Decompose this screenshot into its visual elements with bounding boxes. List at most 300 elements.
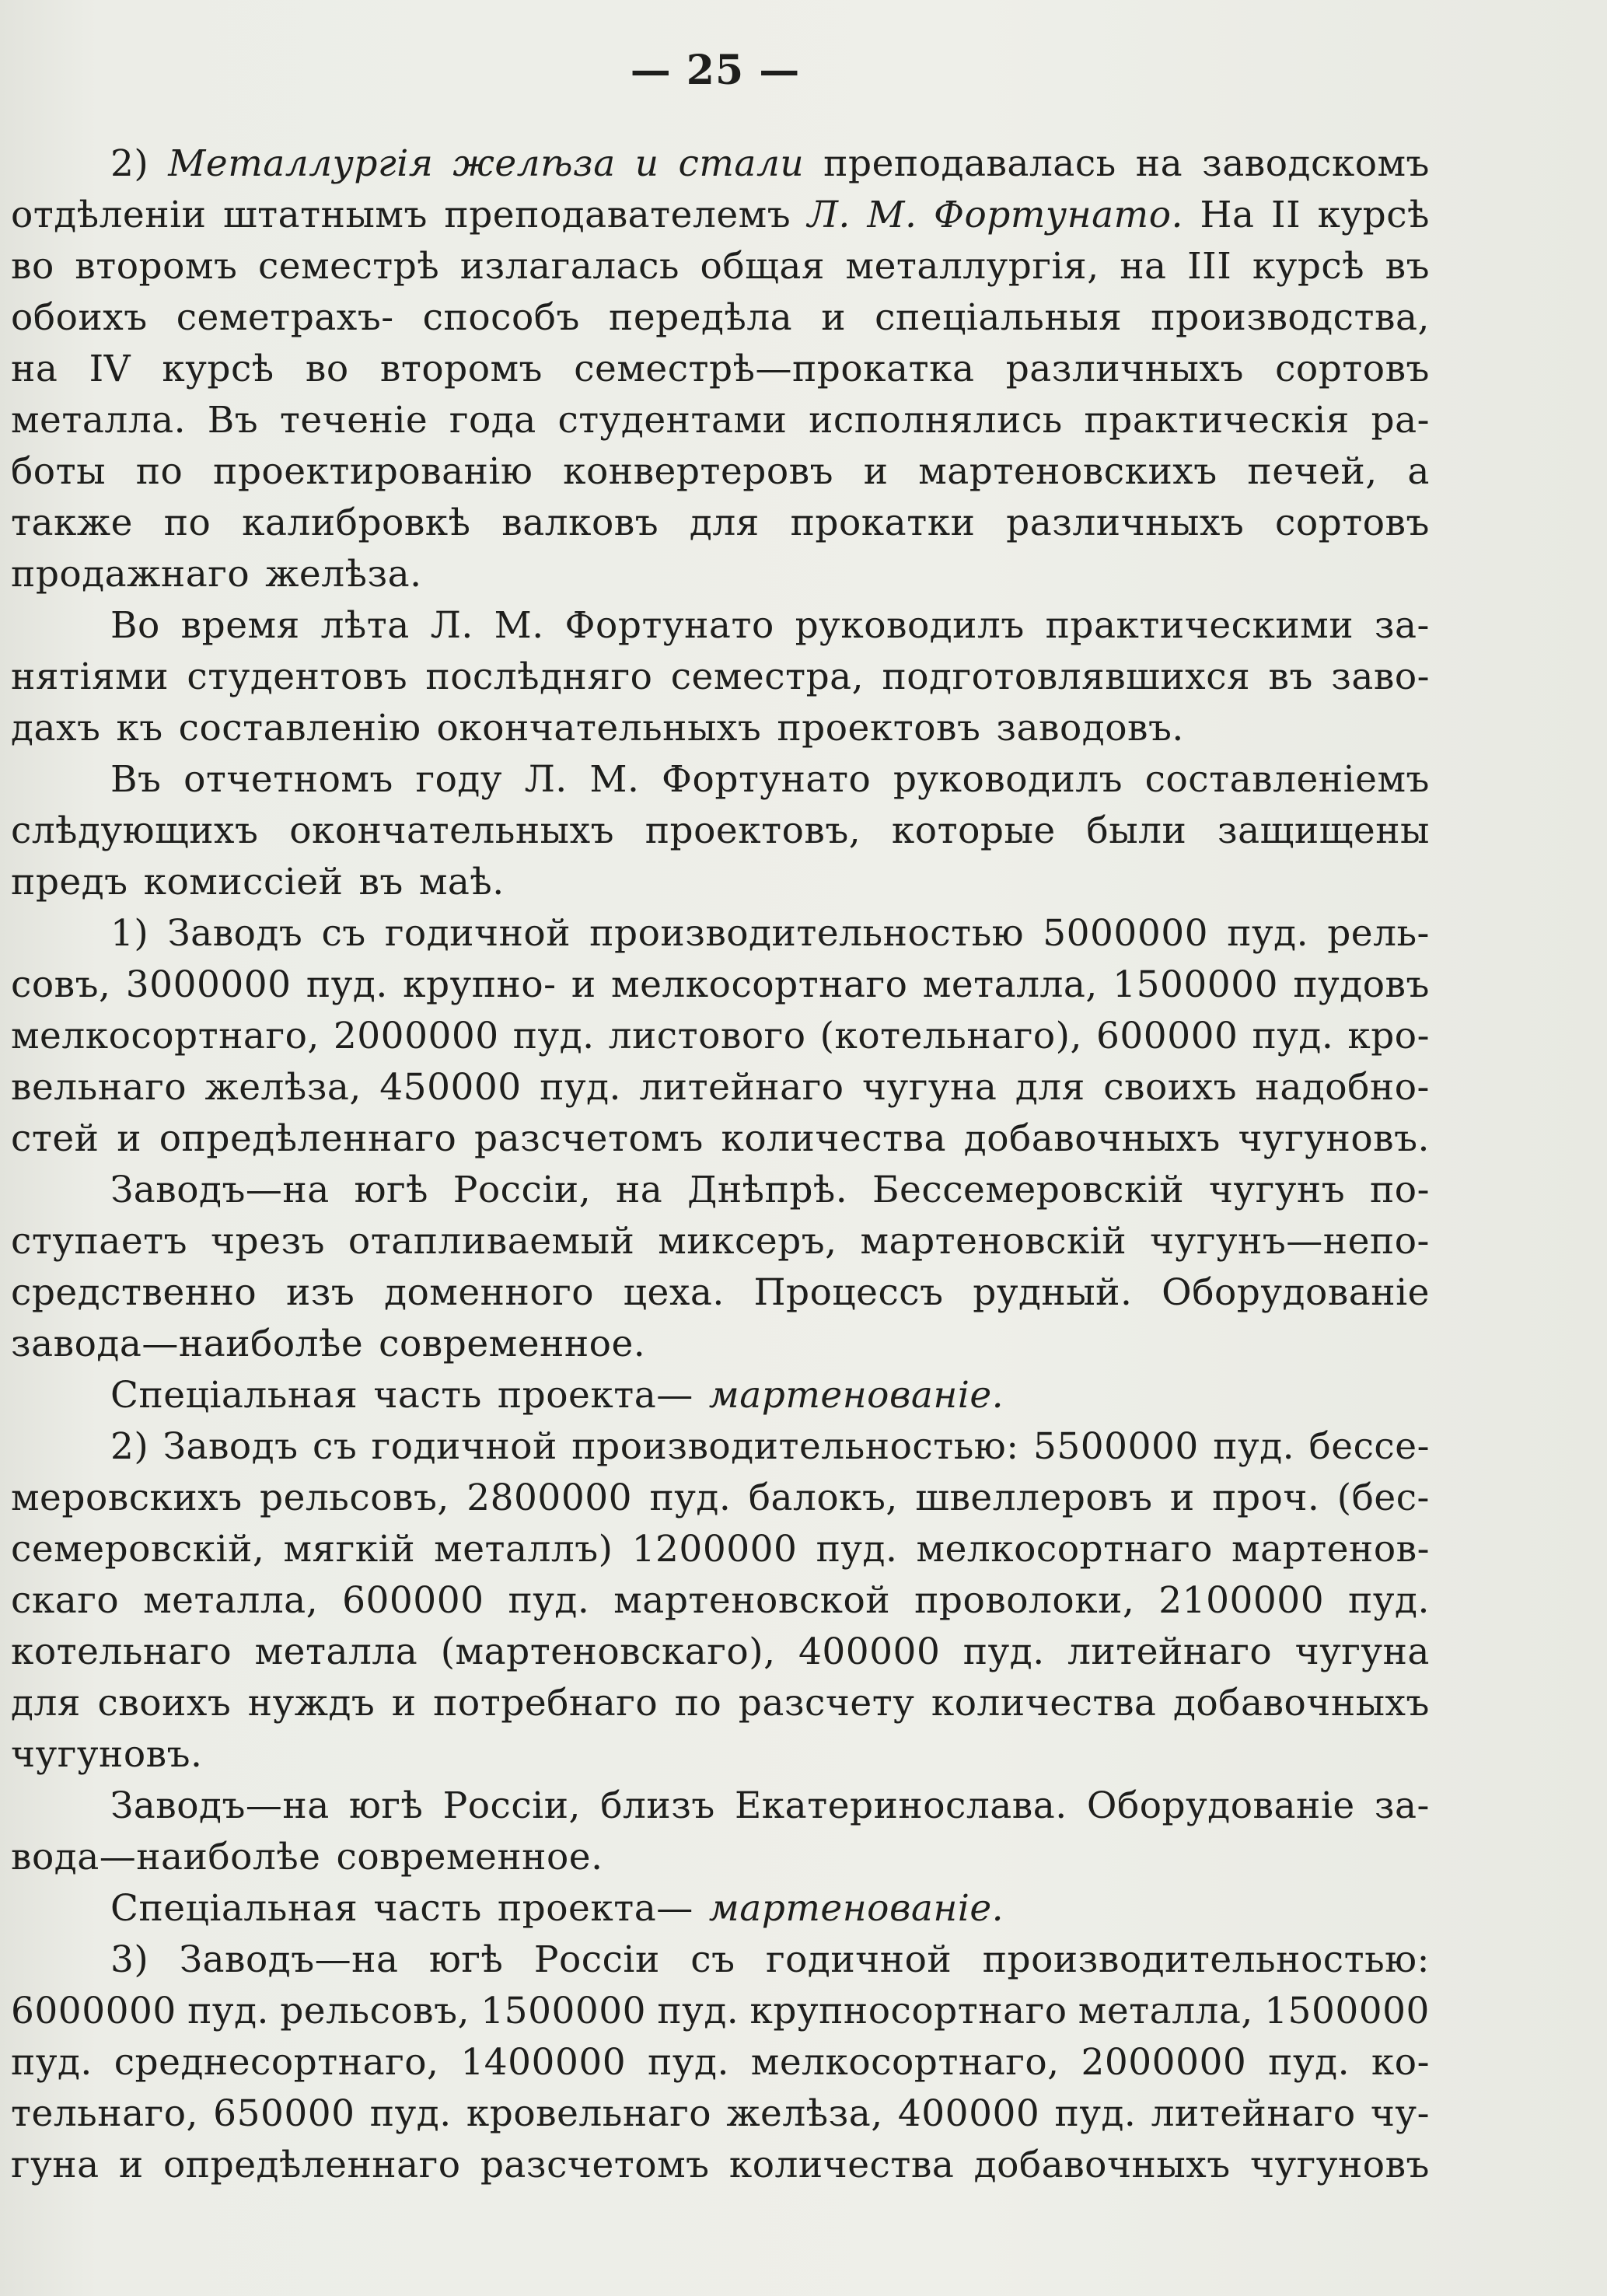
word: въ	[358, 861, 403, 903]
text-line	[11, 1319, 1430, 1370]
text-line	[11, 754, 1430, 806]
italic-word: мартенованіе.	[708, 1887, 1004, 1930]
word: разсчету	[738, 1682, 915, 1725]
word: 5500000	[1032, 1425, 1199, 1468]
word: балокъ,	[748, 1476, 898, 1519]
word: пуд.	[540, 1066, 621, 1109]
word: пуд.	[816, 1528, 898, 1571]
text-line	[11, 344, 1430, 395]
word: чу-	[1370, 2092, 1430, 2135]
body-text	[11, 138, 1430, 2191]
word: совъ,	[11, 963, 111, 1006]
word: годичной	[765, 1938, 952, 1981]
word: скаго	[11, 1579, 120, 1622]
word: подготовлявшихся	[882, 655, 1251, 698]
word: практическія	[1084, 399, 1350, 442]
word: чугунъ	[1208, 1169, 1346, 1211]
word: металла,	[143, 1579, 319, 1622]
word: пуд.	[512, 1015, 595, 1057]
word: Оборудованіе	[1162, 1271, 1430, 1314]
word: штатнымъ	[222, 194, 428, 236]
word: III	[1187, 245, 1232, 288]
word: количества	[721, 1117, 947, 1160]
word: количества	[931, 1682, 1157, 1725]
text-line	[11, 1062, 1430, 1113]
italic-word: стали	[678, 142, 805, 185]
word: на	[1135, 142, 1183, 185]
word: маѣ.	[418, 861, 505, 903]
word: по	[135, 450, 183, 493]
word: отчетномъ	[183, 758, 393, 801]
text-line	[11, 1832, 1430, 1883]
word: добавочныхъ	[973, 2144, 1231, 2186]
word: 2)	[110, 142, 149, 185]
word: производства,	[1151, 296, 1430, 339]
text-line	[11, 395, 1430, 446]
word: Во	[110, 604, 160, 647]
word: 400000	[897, 2092, 1040, 2135]
text-line	[11, 190, 1430, 241]
word: за-	[1374, 604, 1430, 647]
word: надобно-	[1255, 1066, 1430, 1109]
text-line	[11, 1729, 1430, 1781]
word: курсѣ	[1317, 194, 1430, 236]
word: Бессемеровскій	[872, 1169, 1185, 1211]
word: чрезъ	[210, 1220, 325, 1263]
word: проволоки,	[914, 1579, 1135, 1622]
word: годичной	[384, 912, 571, 955]
word: 2000000	[333, 1015, 499, 1057]
text-line	[11, 806, 1430, 857]
text-line	[11, 600, 1430, 652]
word: (мартеновскаго),	[440, 1630, 776, 1673]
word: съ	[321, 912, 366, 955]
word: желѣза,	[204, 1066, 362, 1109]
word: чугуновъ	[1249, 2144, 1430, 2186]
word: бессе-	[1308, 1425, 1430, 1468]
word: семеровскій,	[11, 1528, 265, 1571]
word: стей	[11, 1117, 100, 1160]
word: семестрѣ	[257, 245, 440, 288]
word: окончательныхъ	[289, 809, 614, 852]
word: Оборудованіе	[1086, 1784, 1355, 1827]
word: во	[11, 245, 54, 288]
word: крупносортнаго	[749, 1990, 1067, 2032]
word: проекта—	[497, 1374, 693, 1417]
word: проектовъ	[777, 707, 981, 750]
word: въ	[1385, 245, 1430, 288]
word: югѣ	[348, 1784, 424, 1827]
text-line	[11, 1165, 1430, 1216]
word: югѣ	[354, 1169, 428, 1211]
text-line	[11, 703, 1430, 754]
word: защищены	[1217, 809, 1430, 852]
word: 400000	[798, 1630, 941, 1673]
word: 2000000	[1081, 2041, 1247, 2084]
word: желѣза.	[265, 553, 422, 596]
text-line	[11, 2037, 1430, 2088]
word: потребнаго	[433, 1682, 659, 1725]
word: Заводъ	[167, 912, 303, 955]
text-line	[11, 1473, 1430, 1524]
word: послѣдняго	[425, 655, 653, 698]
word: пудовъ	[1293, 963, 1430, 1006]
word: составленіемъ	[1144, 758, 1430, 801]
text-line	[11, 1883, 1430, 1934]
word: семестра,	[670, 655, 865, 698]
word: миксеръ,	[658, 1220, 837, 1263]
word: Спеціальная	[110, 1374, 358, 1417]
word: по	[674, 1682, 722, 1725]
word: студентовъ	[187, 655, 408, 698]
word: предъ	[11, 861, 128, 903]
word: пуд.	[962, 1630, 1045, 1673]
word: Въ	[207, 399, 259, 442]
word: отапливаемый	[348, 1220, 635, 1263]
word: для	[689, 501, 760, 544]
word: мартенов-	[1231, 1528, 1430, 1571]
word: близъ	[600, 1784, 715, 1827]
word: сортовъ	[1275, 348, 1430, 390]
word: (котельнаго),	[819, 1015, 1082, 1057]
word: Заводъ—на	[110, 1169, 330, 1211]
word: и	[118, 2144, 144, 2186]
word: мартеновской	[613, 1579, 891, 1622]
word: литейнаго	[639, 1066, 844, 1109]
text-line	[11, 1524, 1430, 1575]
word: калибровкѣ	[242, 501, 471, 544]
text-line	[11, 1267, 1430, 1319]
word: чугуновъ.	[1238, 1117, 1430, 1160]
word: чугуновъ.	[11, 1733, 203, 1776]
word: прокатки	[790, 501, 976, 544]
word: пуд.	[1054, 2092, 1137, 2135]
word: швеллеровъ	[915, 1476, 1153, 1519]
word: Фортунато	[564, 604, 774, 647]
word: году	[415, 758, 502, 801]
word: 3000000	[125, 963, 292, 1006]
word: проектовъ,	[645, 809, 861, 852]
word: были	[1086, 809, 1187, 852]
word: печей,	[1247, 450, 1378, 493]
word: крупно-	[403, 963, 557, 1006]
word: чугуна	[862, 1066, 997, 1109]
word: къ	[116, 707, 163, 750]
word: среднесортнаго,	[114, 2041, 439, 2084]
word: 2800000	[466, 1476, 633, 1519]
text-line	[11, 1011, 1430, 1062]
text-line	[11, 446, 1430, 498]
text-line	[11, 1678, 1430, 1729]
word: пуд.	[1348, 1579, 1430, 1622]
text-line	[11, 2140, 1430, 2191]
word: заво-	[1331, 655, 1430, 698]
text-line	[11, 1421, 1430, 1473]
word: кро-	[1347, 1015, 1430, 1057]
italic-word: М.	[867, 194, 917, 236]
word: опредѣленнаго	[162, 2144, 461, 2186]
word: меровскихъ	[11, 1476, 243, 1519]
word: на	[1120, 245, 1167, 288]
word: II	[1271, 194, 1301, 236]
text-line	[11, 908, 1430, 959]
word: чугуна	[1294, 1630, 1430, 1673]
word: въ	[1268, 655, 1313, 698]
word: на	[11, 348, 58, 390]
word: различныхъ	[1005, 348, 1244, 390]
word: доменного	[384, 1271, 595, 1314]
word: Екатеринослава.	[734, 1784, 1067, 1827]
word: котельнаго	[11, 1630, 232, 1673]
word: для	[11, 1682, 81, 1725]
text-line	[11, 1113, 1430, 1165]
word: пуд.	[369, 2092, 452, 2135]
word: разсчетомъ	[480, 2144, 710, 2186]
word: а	[1407, 450, 1430, 493]
word: преподавалась	[823, 142, 1116, 185]
text-line	[11, 1781, 1430, 1832]
text-line	[11, 138, 1430, 190]
word: проектированію	[213, 450, 533, 493]
text-line	[11, 1934, 1430, 1986]
word: съ	[690, 1938, 735, 1981]
word: 1200000	[631, 1528, 798, 1571]
text-line	[11, 1627, 1430, 1678]
word: преподавателемъ	[444, 194, 791, 236]
text-line	[11, 1370, 1430, 1421]
word: 600000	[342, 1579, 484, 1622]
word: пуд.	[648, 2041, 729, 2084]
word: практическими	[1045, 604, 1354, 647]
word: общая	[700, 245, 826, 288]
word: комиссіей	[143, 861, 344, 903]
word: проч.	[1212, 1476, 1320, 1519]
text-line	[11, 292, 1430, 344]
word: и	[117, 1117, 142, 1160]
word: Заводъ—на	[179, 1938, 399, 1981]
word: на	[615, 1169, 663, 1211]
word: Л.	[430, 604, 473, 647]
text-line	[11, 857, 1430, 908]
word: производительностью	[589, 912, 1025, 955]
word: по-	[1369, 1169, 1430, 1211]
word: и	[1169, 1476, 1195, 1519]
word: металла,	[1078, 1990, 1253, 2032]
word: съ	[313, 1425, 358, 1468]
word: способъ	[422, 296, 580, 339]
word: металлъ)	[434, 1528, 613, 1571]
word: 1)	[110, 912, 149, 955]
word: 1500000	[1264, 1990, 1430, 2032]
word: опредѣленнаго	[159, 1117, 457, 1160]
word: семестрѣ—прокатка	[574, 348, 975, 390]
word: Л.	[524, 758, 568, 801]
word: Россіи,	[452, 1169, 592, 1211]
word: тельнаго,	[11, 2092, 198, 2135]
word: ра-	[1371, 399, 1430, 442]
italic-word: желѣза	[452, 142, 616, 185]
word: дахъ	[11, 707, 101, 750]
italic-word: и	[634, 142, 659, 185]
word: семетрахъ-	[176, 296, 394, 339]
word: югѣ	[428, 1938, 504, 1981]
word: Фортунато	[662, 758, 872, 801]
word: руководилъ	[795, 604, 1025, 647]
word: пуд.	[1268, 2041, 1350, 2084]
word: производительностью:	[982, 1938, 1430, 1981]
word: своихъ	[1103, 1066, 1238, 1109]
word: ступаетъ	[11, 1220, 188, 1263]
word: рельсовъ,	[260, 1476, 449, 1519]
word: современное.	[336, 1836, 603, 1878]
word: На	[1200, 194, 1255, 236]
page-number: — 25 —	[630, 47, 801, 94]
word: второмъ	[75, 245, 238, 288]
word: добавочныхъ	[963, 1117, 1221, 1160]
word: своихъ	[97, 1682, 232, 1725]
word: мелкосортнаго,	[11, 1015, 320, 1057]
word: передѣла	[609, 296, 793, 339]
text-line	[11, 1216, 1430, 1267]
word: вельнаго	[11, 1066, 187, 1109]
word: исполнялись	[809, 399, 1063, 442]
text-line	[11, 549, 1430, 600]
word: студентами	[557, 399, 788, 442]
word: мартеновскихъ	[918, 450, 1217, 493]
word: отдѣленіи	[11, 194, 207, 236]
word: литейнаго	[1151, 2092, 1356, 2135]
word: которые	[891, 809, 1056, 852]
word: пуд.	[1252, 1015, 1334, 1057]
word: мартеновскій	[860, 1220, 1127, 1263]
word: пуд.	[649, 1476, 732, 1519]
word: окончательныхъ	[436, 707, 762, 750]
italic-word: мартенованіе.	[708, 1374, 1004, 1417]
word: нуждъ	[247, 1682, 376, 1725]
word: литейнаго	[1067, 1630, 1273, 1673]
word: 450000	[379, 1066, 522, 1109]
word: и	[391, 1682, 417, 1725]
word: (бес-	[1336, 1476, 1430, 1519]
word: мелкосортнаго	[916, 1528, 1213, 1571]
word: 2100000	[1158, 1579, 1325, 1622]
word: 650000	[213, 2092, 355, 2135]
word: часть	[373, 1374, 482, 1417]
word: теченіе	[279, 399, 428, 442]
word: по	[163, 501, 211, 544]
word: излагалась	[459, 245, 680, 288]
word: 3)	[110, 1938, 149, 1981]
word: пуд.	[657, 1990, 739, 2032]
word: металла,	[922, 963, 1098, 1006]
word: ко-	[1371, 2041, 1430, 2084]
word: пуд.	[1227, 912, 1309, 955]
word: завода—наиболѣе	[11, 1323, 364, 1365]
word: также	[11, 501, 133, 544]
word: и	[863, 450, 889, 493]
word: заводскомъ	[1202, 142, 1430, 185]
word: 1400000	[460, 2041, 627, 2084]
word: Въ	[110, 758, 162, 801]
word: мелкосортнаго,	[750, 2041, 1060, 2084]
word: металлургія,	[845, 245, 1099, 288]
word: средственно	[11, 1271, 257, 1314]
word: листового	[608, 1015, 806, 1057]
word: Заводъ	[162, 1425, 299, 1468]
word: Россіи,	[442, 1784, 581, 1827]
word: цеха.	[623, 1271, 725, 1314]
word: изъ	[285, 1271, 355, 1314]
word: мелкосортнаго	[611, 963, 908, 1006]
word: для	[1015, 1066, 1085, 1109]
word: пуд.	[508, 1579, 590, 1622]
word: 2)	[110, 1425, 149, 1468]
word: рудный.	[973, 1271, 1133, 1314]
word: лѣта	[320, 604, 410, 647]
word: руководилъ	[893, 758, 1123, 801]
word: чугунъ—непо-	[1150, 1220, 1430, 1263]
text-line	[11, 959, 1430, 1011]
word: М.	[589, 758, 640, 801]
word: обоихъ	[11, 296, 148, 339]
word: пуд.	[187, 1990, 269, 2032]
word: количества	[728, 2144, 955, 2186]
word: пуд.	[11, 2041, 93, 2084]
word: проекта—	[497, 1887, 693, 1930]
word: добавочныхъ	[1172, 1682, 1430, 1725]
word: боты	[11, 450, 107, 493]
text-line	[11, 2088, 1430, 2140]
word: различныхъ	[1006, 501, 1245, 544]
word: пуд.	[306, 963, 388, 1006]
italic-word: Фортунато.	[933, 194, 1183, 236]
word: гуна	[11, 2144, 100, 2186]
word: рельсовъ,	[280, 1990, 470, 2032]
word: во	[305, 348, 349, 390]
word: металла.	[11, 399, 187, 442]
word: пуд.	[1213, 1425, 1295, 1468]
word: 6000000	[11, 1990, 176, 2032]
word: Процессъ	[753, 1271, 944, 1314]
word: 600000	[1095, 1015, 1238, 1057]
word: продажнаго	[11, 553, 250, 596]
word: желѣза,	[726, 2092, 883, 2135]
text-line	[11, 1986, 1430, 2037]
word: составленію	[178, 707, 421, 750]
word: за-	[1374, 1784, 1430, 1827]
word: слѣдующихъ	[11, 809, 259, 852]
word: Спеціальная	[110, 1887, 358, 1930]
word: годичной	[371, 1425, 557, 1468]
text-line	[11, 498, 1430, 549]
word: заводовъ.	[996, 707, 1184, 750]
word: рель-	[1327, 912, 1430, 955]
word: и	[821, 296, 847, 339]
word: Россіи	[533, 1938, 660, 1981]
word: 1500000	[1113, 963, 1278, 1006]
word: 1500000	[480, 1990, 647, 2032]
word: время	[180, 604, 300, 647]
italic-word: Металлургія	[168, 142, 434, 185]
word: Заводъ—на	[110, 1784, 330, 1827]
word: конвертеровъ	[563, 450, 833, 493]
word: валковъ	[501, 501, 659, 544]
word: современное.	[379, 1323, 646, 1365]
word: курсѣ	[1252, 245, 1365, 288]
word: IV	[89, 348, 131, 390]
word: Днѣпрѣ.	[687, 1169, 848, 1211]
word: спеціальныя	[875, 296, 1123, 339]
